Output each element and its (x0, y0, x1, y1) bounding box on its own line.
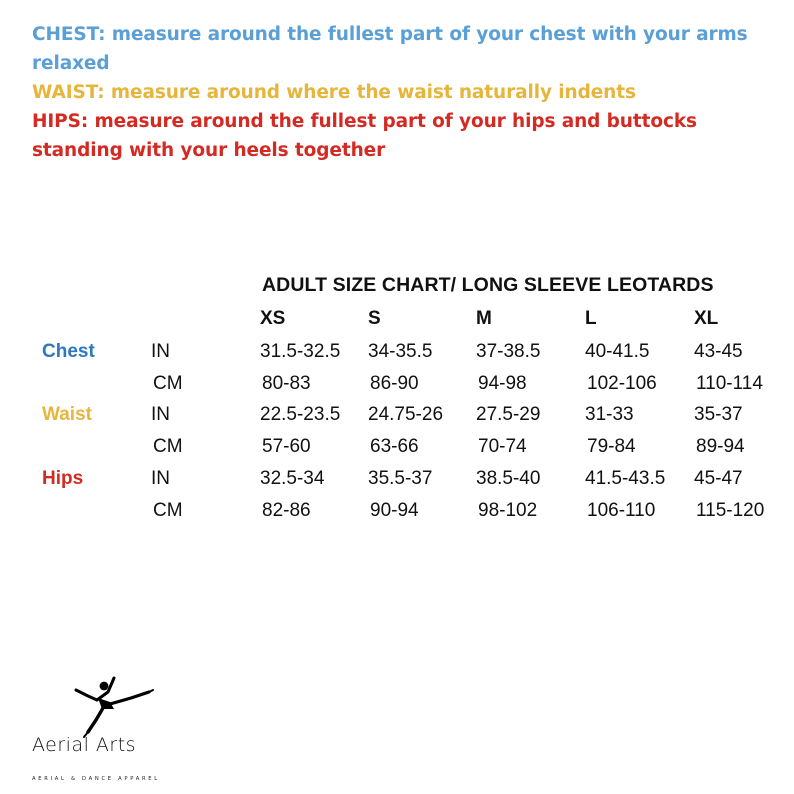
table-cell: 106-110 (587, 500, 656, 521)
table-cell: 34-35.5 (368, 341, 433, 362)
size-header-xs: XS (260, 308, 286, 329)
unit-label: IN (151, 404, 170, 425)
table-cell: 90-94 (370, 500, 419, 521)
size-header-s: S (368, 308, 381, 329)
unit-label: IN (151, 468, 170, 489)
brand-logo (28, 672, 178, 790)
table-cell: 57-60 (262, 436, 311, 457)
table-cell: 80-83 (262, 373, 311, 394)
table-cell: 38.5-40 (476, 468, 541, 489)
size-header-xl: XL (694, 308, 719, 329)
table-cell: 110-114 (696, 373, 763, 394)
measure-label-chest: Chest (42, 341, 95, 362)
table-cell: 63-66 (370, 436, 419, 457)
table-cell: 27.5-29 (476, 404, 541, 425)
table-cell: 35.5-37 (368, 468, 433, 489)
dancer-silhouette-icon (56, 672, 156, 738)
table-cell: 45-47 (694, 468, 743, 489)
table-cell: 70-74 (478, 436, 527, 457)
table-cell: 102-106 (587, 373, 657, 394)
size-header-m: M (476, 308, 492, 329)
unit-label: CM (153, 500, 183, 521)
size-header-l: L (585, 308, 597, 329)
hips-instruction: HIPS: measure around the fullest part of your hips and buttocks standing with your heels together (32, 111, 697, 161)
waist-instruction: WAIST: measure around where the waist naturally indents (32, 82, 636, 103)
brand-tagline: AERIAL & DANCE APPAREL (32, 776, 160, 782)
table-cell: 115-120 (696, 500, 765, 521)
table-cell: 31.5-32.5 (260, 341, 341, 362)
table-cell: 31-33 (585, 404, 634, 425)
table-cell: 24.75-26 (368, 404, 444, 425)
unit-label: IN (151, 341, 170, 362)
unit-label: CM (153, 436, 183, 457)
table-cell: 37-38.5 (476, 341, 541, 362)
unit-label: CM (153, 373, 183, 394)
chest-instruction: CHEST: measure around the fullest part of your chest with your arms relaxed (32, 24, 748, 74)
table-cell: 35-37 (694, 404, 743, 425)
measure-label-hips: Hips (42, 468, 84, 489)
table-cell: 41.5-43.5 (585, 468, 666, 489)
measure-label-waist: Waist (42, 404, 92, 425)
table-cell: 89-94 (696, 436, 745, 457)
table-cell: 43-45 (694, 341, 743, 362)
table-cell: 32.5-34 (260, 468, 325, 489)
table-cell: 82-86 (262, 500, 311, 521)
table-cell: 98-102 (478, 500, 538, 521)
table-cell: 86-90 (370, 373, 419, 394)
table-cell: 40-41.5 (585, 341, 650, 362)
size-chart-title: ADULT SIZE CHART/ LONG SLEEVE LEOTARDS (262, 274, 714, 296)
table-cell: 22.5-23.5 (260, 404, 341, 425)
table-cell: 79-84 (587, 436, 636, 457)
table-cell: 94-98 (478, 373, 527, 394)
brand-name: Aerial Arts (32, 734, 137, 756)
